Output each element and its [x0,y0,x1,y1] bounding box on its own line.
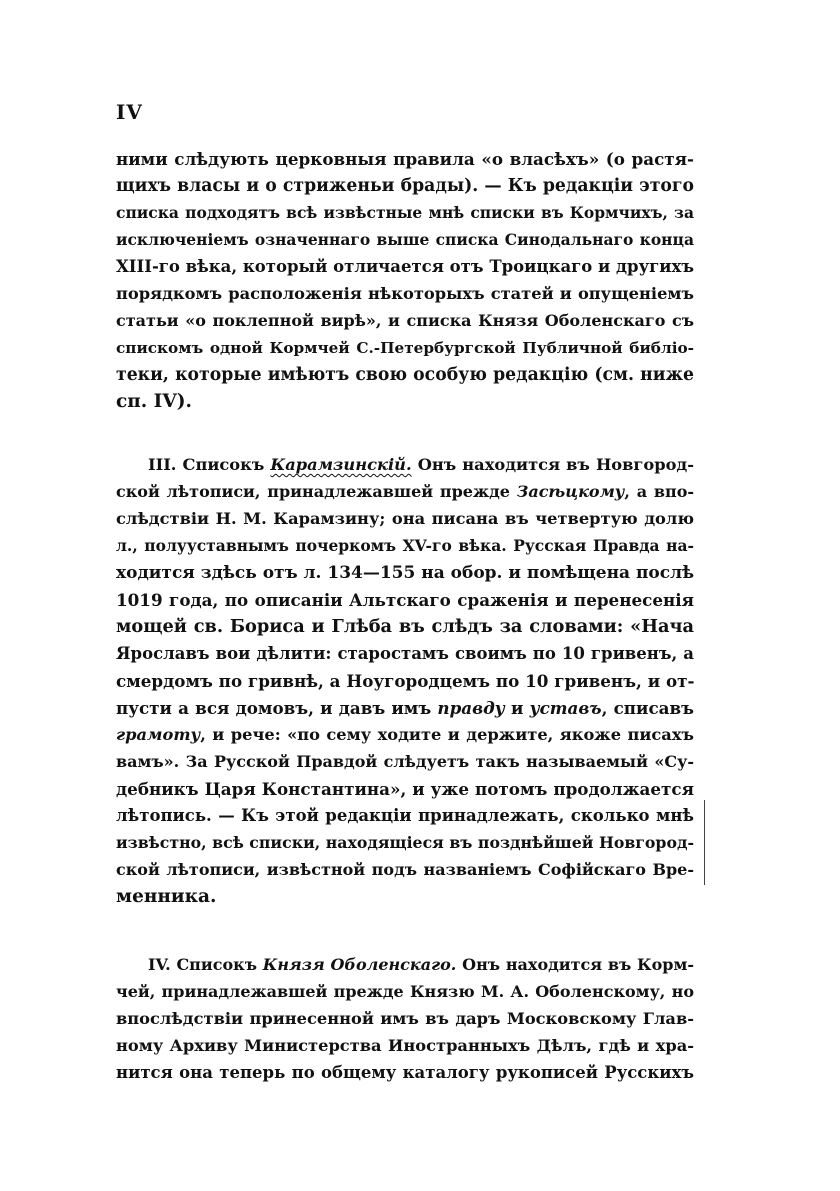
text-line: л., полууставнымъ почеркомъ XV-го вѣка. Русская Правда на- [116,536,694,555]
manuscript-title: Карамзинскій. [270,455,412,474]
text-line: щихъ власы и о стриженьи брады). — Къ редакціи этого [116,176,694,196]
text-line: менника. [116,886,217,907]
text-line: чей, принадлежавшей прежде Князю М. А. Оболенскому, но [116,982,694,1001]
text-line: ному Архиву Министерства Иностранныхъ Дѣлъ, гдѣ и хра- [116,1036,694,1055]
italic-name: Засѣцкому [516,482,625,501]
text-line: смердомъ по гривнѣ, а Ноугородцемъ по 10 гривенъ, и от- [116,671,695,691]
text-line: Ярославъ вои дѣлити: старостамъ своимъ по 10 гривенъ, а [116,644,694,663]
text-run: Онъ находится въ Корм- [456,955,695,974]
text-run: , списавъ [601,698,695,718]
text-line: ской лѣтописи, извѣстной подъ названіемъ Софійскаго Вре- [116,860,694,879]
text-line: лѣтопись. — Къ этой редакціи принадлежать, сколько мнѣ [116,806,694,825]
section-label: III. Списокъ [148,455,271,474]
text-line: впослѣдствіи принесенной имъ въ даръ Московскому Глав- [116,1009,694,1028]
text-line [116,722,694,748]
text-line: ходится здѣсь отъ л. 134—155 на обор. и помѣщена послѣ [116,563,695,583]
section-label: IV. Списокъ [148,955,263,974]
text-run: , и рече: «по сему ходите и держите, якоже писахъ [200,725,694,744]
text-run: Онъ находится въ Новгород- [411,455,695,474]
page-number: IV [116,100,143,124]
text-line: спискомъ одной Кормчей С.-Петербургской Публичной библіо- [116,339,694,357]
italic-word: правду [437,698,505,718]
italic-word: грамоту [116,725,201,744]
text-line: порядкомъ расположенія нѣкоторыхъ статей и опущеніемъ [116,284,694,303]
text-run: и [504,698,530,718]
text-line: мощей св. Бориса и Глѣба въ слѣдъ за словами: «Нача [116,616,694,637]
text-line: XIII-го вѣка, который отличается отъ Троицкаго и другихъ [116,257,694,276]
text-line: исключеніемъ означеннаго выше списка Синодальнаго конца [116,230,694,249]
text-line: вамъ». За Русской Правдой слѣдуетъ такъ называемый «Су- [116,752,694,771]
text-line: нится она теперь по общему каталогу рукописей Русскихъ [116,1063,694,1082]
text-line: дебникъ Царя Константина», и уже потомъ продолжается [116,779,694,799]
text-line: извѣстно, всѣ списки, находящіеся въ позднѣйшей Новгород- [116,833,694,852]
text-line: слѣдствіи Н. М. Карамзину; она писана въ четвертую долю [116,509,694,528]
manuscript-title: Князя Оболенскаго. [262,955,457,974]
text-line [148,952,694,978]
text-line: теки, которые имѣютъ свою особую редакцію (см. ниже [116,365,694,385]
text-line: ними слѣдують церковныя правила «о власѣхъ» (о растя- [116,149,694,169]
italic-word: уставъ [529,698,602,718]
text-line [116,695,694,721]
text-line: сп. IV). [116,391,192,412]
text-line: списка подходятъ всѣ извѣстные мнѣ списки въ Кормчихъ, за [116,203,694,222]
text-run: пусти а вся домовъ, и давъ имъ [116,698,438,718]
text-line [148,452,694,478]
text-run: , а впо- [624,482,695,501]
text-line: статьи «о поклепной вирѣ», и списка Князя Оболенскаго съ [116,311,694,330]
margin-line [704,800,705,885]
text-run: ской лѣтописи, принадлежавшей прежде [116,482,517,501]
text-line [116,479,694,505]
text-line: 1019 года, по описаніи Альтскаго сраженія и перенесенія [116,590,694,610]
